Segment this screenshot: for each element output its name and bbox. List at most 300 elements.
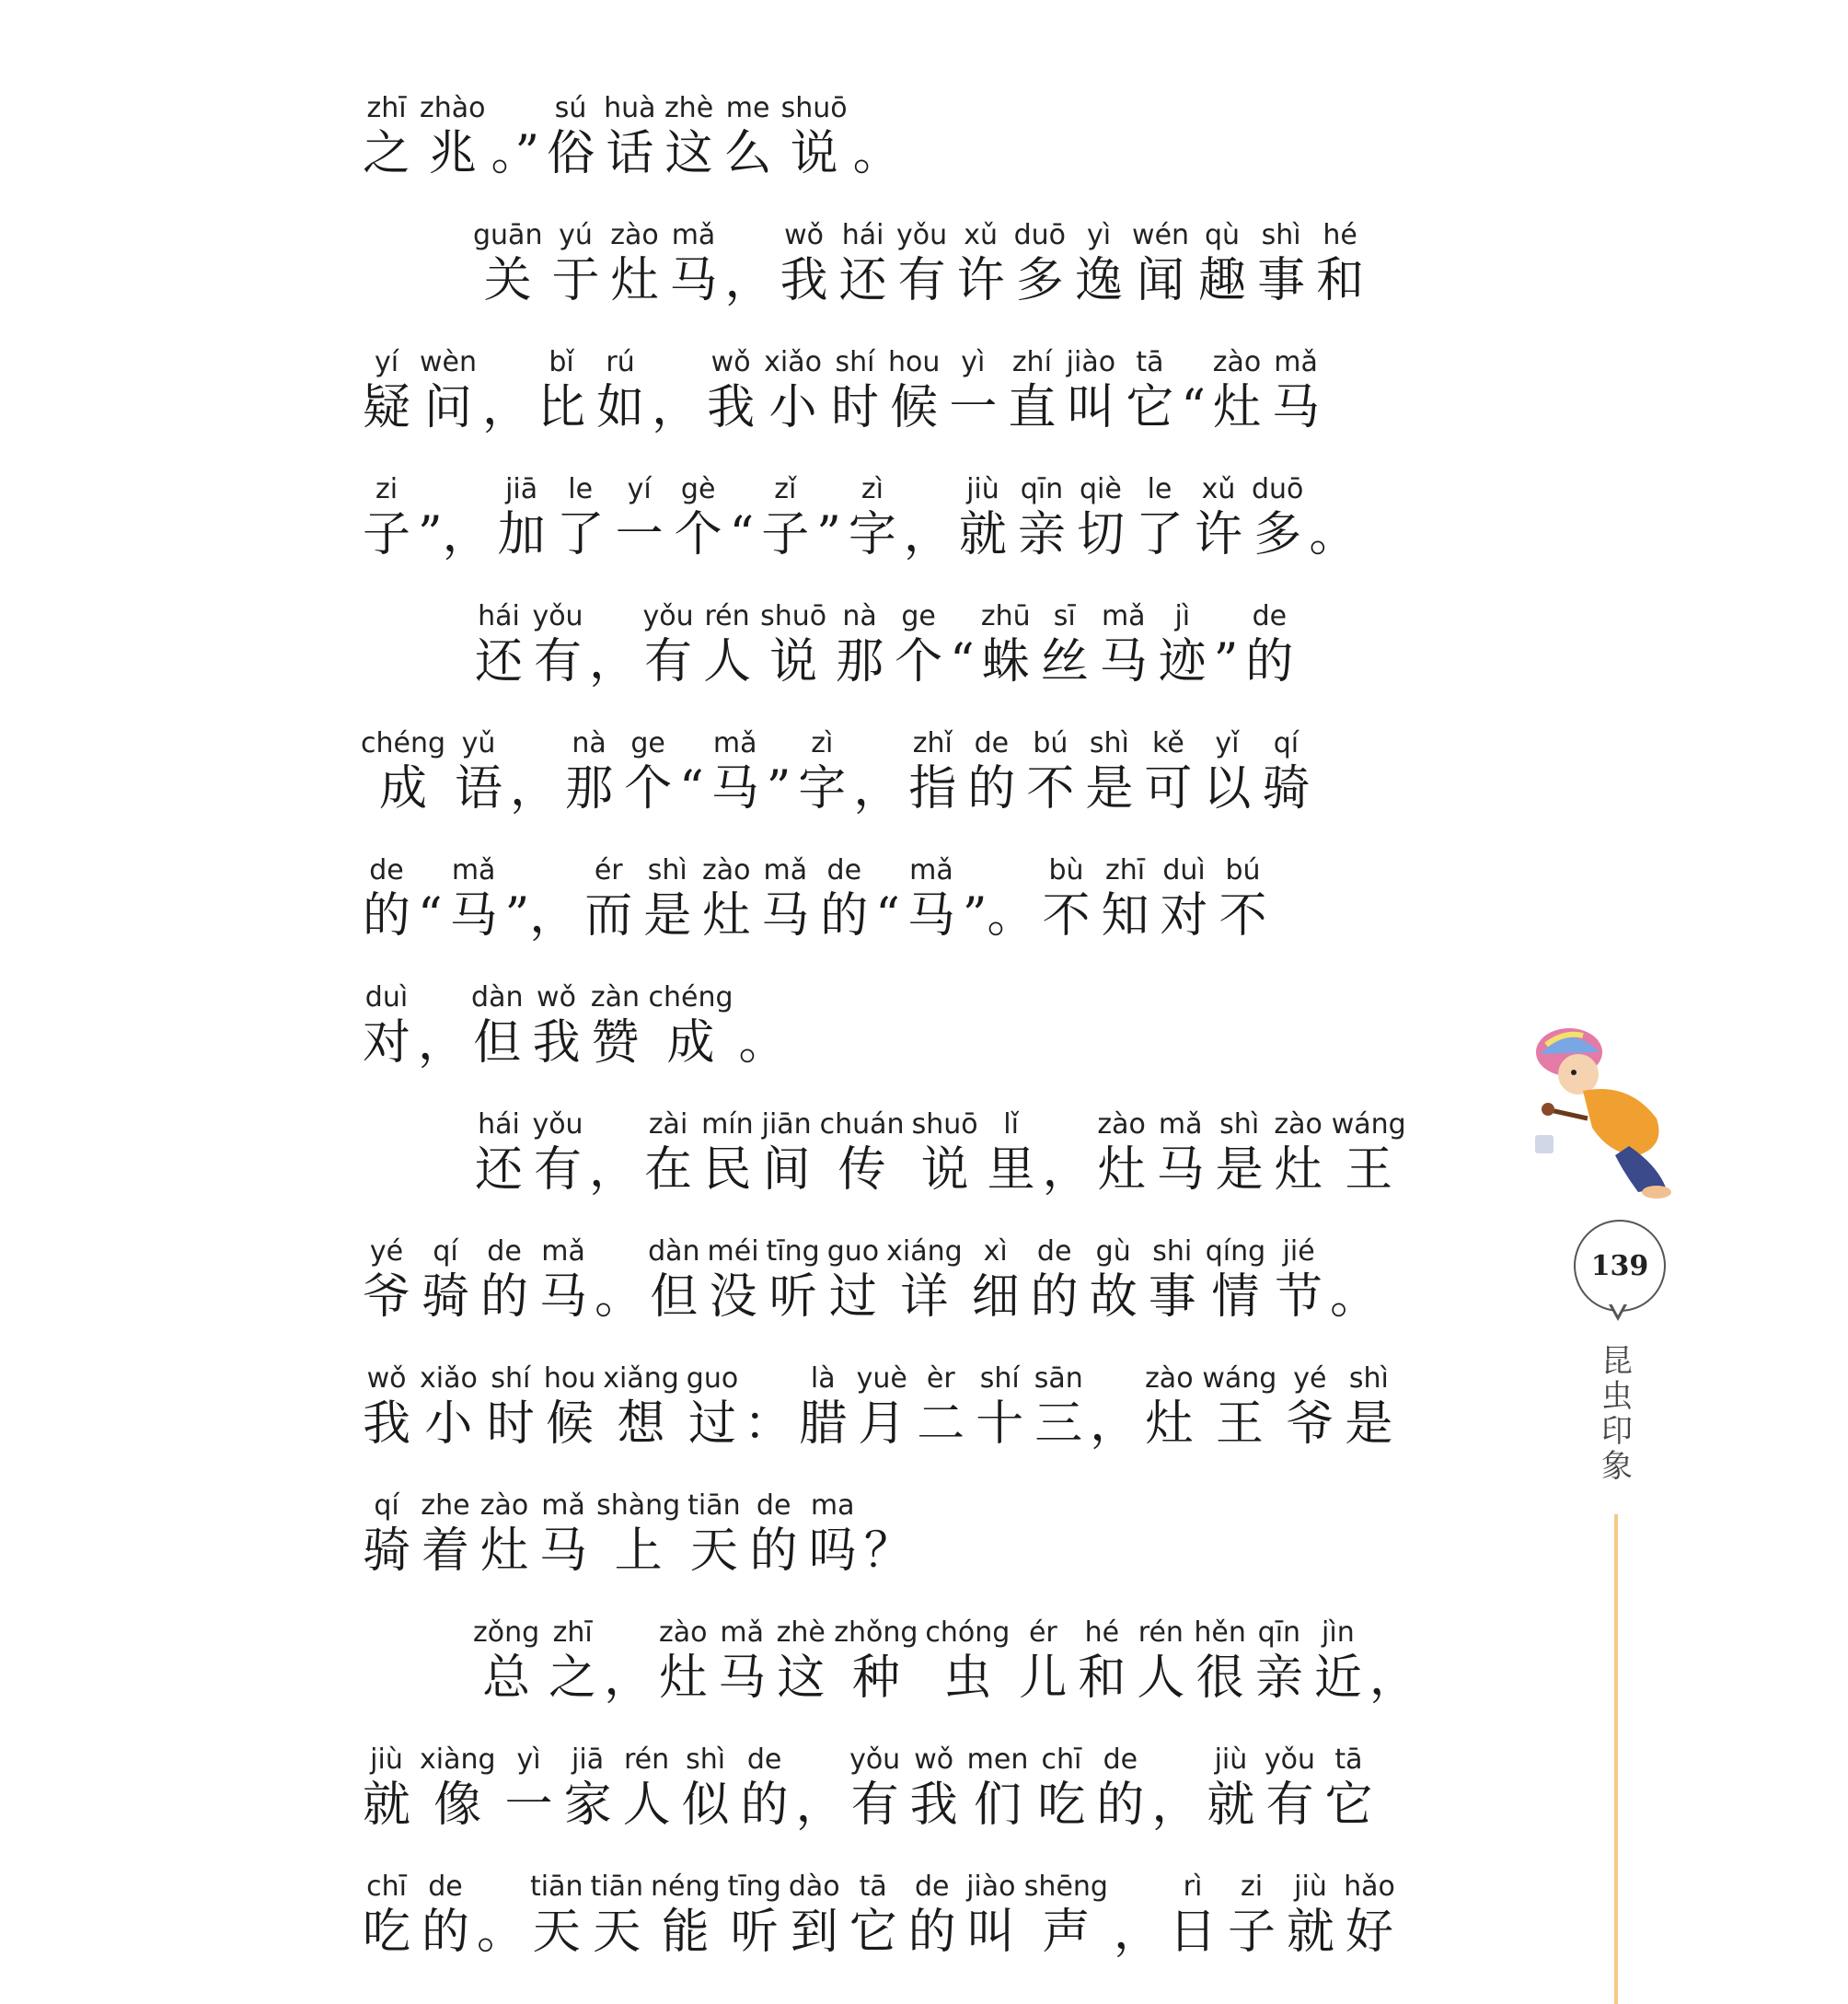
hanzi: 的 <box>363 888 411 944</box>
character-token <box>1281 1871 1340 1961</box>
character-token <box>1207 346 1266 436</box>
text-line-content <box>357 436 1544 563</box>
hanzi: 灶 <box>480 1523 529 1579</box>
character-token <box>357 346 416 436</box>
pinyin <box>1390 1616 1397 1650</box>
hanzi: 还 <box>475 1142 524 1198</box>
hanzi: 的 <box>907 1905 956 1960</box>
pinyin: zào <box>702 854 751 886</box>
hanzi: 。 <box>1309 507 1357 562</box>
pinyin: wáng <box>1331 1108 1406 1141</box>
hanzi: 子 <box>1228 1905 1276 1960</box>
pinyin <box>958 600 965 633</box>
hanzi: 天 <box>689 1523 738 1579</box>
pinyin <box>873 92 881 125</box>
pinyin: shi <box>1152 1235 1193 1268</box>
hanzi: 闻 <box>1137 253 1185 308</box>
character-token <box>500 1743 559 1834</box>
character-token <box>416 1743 500 1834</box>
hanzi: 天 <box>593 1905 641 1960</box>
character-token <box>492 473 551 563</box>
pinyin: zào <box>658 1616 708 1649</box>
text-line <box>357 1326 1544 1453</box>
character-token <box>834 219 893 309</box>
pinyin: xiáng <box>886 1235 963 1268</box>
character-token <box>757 1108 816 1199</box>
pinyin <box>497 1871 504 1904</box>
pinyin: kě <box>1152 727 1184 759</box>
character-token <box>1197 727 1256 817</box>
pinyin: zǐ <box>774 473 797 505</box>
hanzi: 像 <box>433 1778 482 1833</box>
punctuation-token <box>503 854 580 944</box>
character-token <box>1084 1235 1143 1326</box>
character-token <box>639 1108 698 1199</box>
pinyin: shì <box>647 854 687 886</box>
character-token <box>1138 727 1197 817</box>
punctuation-token <box>602 1616 653 1707</box>
hanzi: 兆 <box>428 126 477 181</box>
hanzi: 骑 <box>1262 761 1311 817</box>
character-token <box>698 600 757 690</box>
hanzi: 个 <box>624 761 673 817</box>
hanzi: ， <box>604 1651 653 1706</box>
character-token <box>824 1235 883 1326</box>
hanzi: 这 <box>664 126 713 181</box>
character-token <box>1021 727 1080 817</box>
hanzi: 详 <box>900 1269 949 1325</box>
character-token <box>953 473 1012 563</box>
pinyin: yì <box>516 1743 541 1776</box>
character-token <box>843 473 902 563</box>
pinyin: de <box>1036 1235 1072 1268</box>
pinyin: yì <box>1086 219 1112 251</box>
character-token <box>1061 346 1120 436</box>
character-token <box>1260 1743 1319 1834</box>
pinyin: jié <box>1282 1235 1315 1268</box>
pinyin: wǒ <box>914 1743 954 1776</box>
hanzi: 上 <box>614 1523 663 1579</box>
pinyin: zi <box>1240 1871 1264 1903</box>
punctuation-token <box>862 1489 914 1580</box>
character-token <box>660 92 719 182</box>
character-token <box>792 727 851 817</box>
character-token <box>543 1616 602 1707</box>
hanzi: ”。 <box>962 888 1035 944</box>
pinyin: chī <box>366 1871 407 1903</box>
pinyin <box>537 854 545 887</box>
hanzi: 听 <box>730 1905 779 1960</box>
hanzi: 说 <box>769 634 818 689</box>
text-line-content <box>357 1199 1544 1326</box>
page-number: 139 <box>1590 1249 1649 1282</box>
pinyin: chuán <box>819 1108 905 1141</box>
hanzi: 马 <box>718 1651 767 1706</box>
pinyin <box>1134 1871 1141 1904</box>
hanzi: 关 <box>483 253 532 308</box>
character-token <box>1309 1616 1368 1707</box>
character-token <box>704 1235 763 1326</box>
character-token <box>469 1616 543 1707</box>
hanzi: 和 <box>1078 1651 1126 1706</box>
text-line <box>357 55 1544 182</box>
pinyin <box>450 473 457 506</box>
character-token <box>976 600 1035 690</box>
punctuation-token <box>1149 1743 1201 1834</box>
hanzi: ， <box>1369 1651 1417 1706</box>
hanzi: 灶 <box>659 1651 708 1706</box>
pinyin: wǒ <box>710 346 751 378</box>
hanzi: 候 <box>546 1396 595 1452</box>
character-token <box>559 1743 618 1834</box>
hanzi: 对 <box>1160 888 1208 944</box>
character-token <box>449 727 508 817</box>
hanzi: 叫 <box>1067 380 1115 435</box>
character-token <box>814 854 873 944</box>
character-token <box>639 600 698 690</box>
hanzi: 马 <box>1099 634 1148 689</box>
pinyin: de <box>369 854 404 886</box>
pinyin: wǒ <box>537 981 576 1014</box>
pinyin: guo <box>826 1235 880 1268</box>
hanzi: 不 <box>1026 761 1075 817</box>
pinyin: zài <box>648 1108 688 1141</box>
text-line <box>357 1199 1544 1326</box>
character-token <box>1163 1871 1222 1961</box>
character-token <box>698 1108 757 1199</box>
pinyin: xiǎng <box>603 1362 679 1395</box>
pinyin: zhào <box>420 92 486 124</box>
hanzi: 还 <box>838 253 887 308</box>
hanzi: 传 <box>837 1142 886 1198</box>
hanzi: 可 <box>1144 761 1193 817</box>
character-token <box>1248 473 1307 563</box>
pinyin: guo <box>686 1362 739 1395</box>
side-divider <box>1614 1514 1618 2004</box>
pinyin: mǎ <box>909 854 953 886</box>
pinyin: hái <box>841 219 884 251</box>
pinyin: wèn <box>420 346 478 378</box>
text-line-content <box>469 182 1544 309</box>
character-token <box>745 1489 803 1580</box>
pinyin: de <box>746 1743 782 1776</box>
hanzi: 许 <box>956 253 1005 308</box>
hanzi: 多 <box>1253 507 1302 562</box>
character-token <box>763 1235 824 1326</box>
hanzi: 的 <box>967 761 1016 817</box>
character-token <box>540 1362 599 1453</box>
pinyin: hěn <box>1194 1616 1246 1649</box>
character-token <box>526 981 585 1072</box>
character-token <box>1193 219 1252 309</box>
hanzi: 个 <box>895 634 943 689</box>
hanzi: ， <box>482 380 531 435</box>
hanzi: 故 <box>1089 1269 1138 1325</box>
pinyin <box>502 346 510 379</box>
hanzi: 在 <box>644 1142 693 1198</box>
hanzi: 么 <box>723 126 772 181</box>
pinyin <box>1110 1362 1117 1396</box>
pinyin: jiā <box>505 473 538 505</box>
character-token <box>469 1108 528 1199</box>
hanzi: 能 <box>661 1905 710 1960</box>
hanzi: 丝 <box>1040 634 1089 689</box>
pinyin: yé <box>369 1235 404 1268</box>
pinyin <box>764 1362 771 1396</box>
pinyin: jiān <box>761 1108 812 1141</box>
punctuation-token <box>794 1743 846 1834</box>
character-token <box>970 1362 1029 1453</box>
character-token <box>1269 1235 1328 1326</box>
character-token <box>1266 346 1325 436</box>
hanzi: 十 <box>976 1396 1024 1452</box>
hanzi: 子 <box>761 507 810 562</box>
hanzi: 的 <box>422 1905 470 1960</box>
character-token <box>1096 854 1155 944</box>
character-token <box>889 600 948 690</box>
pinyin: shí <box>979 1362 1020 1395</box>
hanzi: 的 <box>1096 1778 1145 1833</box>
hanzi: ， <box>795 1778 844 1833</box>
character-token <box>1012 473 1071 563</box>
character-token <box>844 1871 903 1961</box>
character-token <box>357 854 416 944</box>
pinyin: de <box>974 727 1010 759</box>
pinyin: jiā <box>572 1743 605 1776</box>
character-token <box>883 1235 966 1326</box>
hanzi: 马 <box>539 1523 588 1579</box>
character-token <box>712 1616 771 1707</box>
hanzi: 到 <box>790 1905 838 1960</box>
pinyin: shí <box>491 1362 531 1395</box>
character-token <box>706 727 765 817</box>
hanzi: 的 <box>820 888 869 944</box>
character-token <box>826 346 884 436</box>
hanzi: 细 <box>971 1269 1020 1325</box>
punctuation-token <box>851 727 903 817</box>
character-token <box>357 1235 416 1326</box>
character-token <box>1198 1362 1280 1453</box>
hanzi: ， <box>589 1142 638 1198</box>
pinyin: de <box>1252 600 1288 632</box>
character-token <box>1143 1235 1202 1326</box>
pinyin: zào <box>1274 1108 1322 1141</box>
hanzi: 是 <box>643 888 692 944</box>
character-token <box>416 1235 475 1326</box>
character-token <box>1139 1362 1198 1453</box>
hanzi: 听 <box>768 1269 817 1325</box>
pinyin: sān <box>1034 1362 1083 1395</box>
hanzi: 。 <box>738 1015 787 1071</box>
hanzi: “ <box>875 888 900 944</box>
character-token <box>1091 1743 1149 1834</box>
hanzi: 直 <box>1008 380 1057 435</box>
pinyin: xiǎo <box>420 1362 478 1395</box>
text-line <box>357 1834 1544 1961</box>
hanzi: 马 <box>669 253 718 308</box>
pinyin: rì <box>1183 1871 1203 1903</box>
hanzi: ”， <box>504 888 578 944</box>
punctuation-token <box>416 473 492 563</box>
hanzi: 人 <box>1137 1651 1185 1706</box>
pinyin: jiù <box>370 1743 403 1776</box>
pinyin <box>438 981 445 1014</box>
hanzi: 马 <box>1156 1142 1205 1198</box>
character-token <box>1013 1616 1072 1707</box>
character-token <box>645 981 737 1072</box>
pinyin: rén <box>624 1743 670 1776</box>
text-line <box>357 309 1544 436</box>
pinyin: shì <box>1261 219 1301 251</box>
hanzi: 一 <box>949 380 998 435</box>
character-token <box>966 1235 1025 1326</box>
character-token <box>1131 1616 1190 1707</box>
character-token <box>760 346 826 436</box>
character-token <box>1035 600 1094 690</box>
character-token <box>599 1362 683 1453</box>
pinyin: rú <box>606 346 635 378</box>
character-token <box>560 727 618 817</box>
hanzi: 过 <box>687 1396 736 1452</box>
character-token <box>793 1362 852 1453</box>
character-token <box>724 1871 785 1961</box>
character-token <box>1130 473 1189 563</box>
pinyin: jì <box>1174 600 1191 632</box>
character-token <box>962 727 1021 817</box>
text-line-content <box>357 1834 1544 1961</box>
pinyin: tīng <box>727 1871 781 1903</box>
character-token <box>638 854 697 944</box>
punctuation-token <box>873 854 902 944</box>
hanzi: ： <box>744 1396 792 1452</box>
text-line <box>357 944 1544 1072</box>
pinyin <box>512 92 519 125</box>
hanzi: 逸 <box>1075 253 1124 308</box>
character-token <box>785 1871 844 1961</box>
pinyin: jiù <box>1214 1743 1248 1776</box>
character-token <box>1069 219 1128 309</box>
hanzi: 说 <box>790 126 838 181</box>
pinyin: dàn <box>648 1235 700 1268</box>
hanzi: “ <box>729 507 755 562</box>
pinyin: huà <box>604 92 656 124</box>
character-token <box>605 219 664 309</box>
hanzi: 我 <box>707 380 756 435</box>
character-token <box>528 1108 587 1199</box>
pinyin: le <box>568 473 594 505</box>
hanzi: 有 <box>1265 1778 1314 1833</box>
pinyin: gù <box>1095 1235 1131 1268</box>
character-token <box>1092 1108 1151 1199</box>
hanzi: 语 <box>455 761 503 817</box>
pinyin <box>924 473 931 506</box>
punctuation-token <box>508 727 560 817</box>
pinyin: qíng <box>1205 1235 1266 1268</box>
pinyin: mǎ <box>541 1489 585 1522</box>
character-token <box>1021 1871 1112 1961</box>
pinyin: qiè <box>1080 473 1122 505</box>
hanzi: 的 <box>1030 1269 1079 1325</box>
hanzi: 有 <box>850 1778 899 1833</box>
pinyin <box>1222 600 1230 633</box>
character-token <box>528 600 587 690</box>
text-line <box>357 1580 1544 1707</box>
character-token <box>893 219 952 309</box>
hanzi: 灶 <box>1145 1396 1194 1452</box>
pinyin: tiān <box>590 1871 644 1903</box>
pinyin: qù <box>1205 219 1241 251</box>
character-token <box>1252 219 1311 309</box>
hanzi: “ <box>679 761 704 817</box>
pinyin: jiù <box>966 473 999 505</box>
hanzi: ， <box>1113 1905 1161 1960</box>
hanzi: 骑 <box>363 1523 411 1579</box>
hanzi: 不 <box>1042 888 1091 944</box>
hanzi: 一 <box>615 507 664 562</box>
character-token <box>943 346 1002 436</box>
character-token <box>532 346 591 436</box>
text-line-content <box>469 1072 1544 1199</box>
pinyin: nà <box>842 600 877 632</box>
pinyin: ge <box>630 727 665 759</box>
hanzi: 有 <box>644 634 693 689</box>
hanzi: 之 <box>363 126 411 181</box>
hanzi: 。 <box>852 126 901 181</box>
pinyin: mǎ <box>451 854 496 886</box>
character-token <box>357 981 416 1072</box>
punctuation-token <box>587 1108 639 1199</box>
hanzi: 吃 <box>363 1905 411 1960</box>
pinyin <box>609 600 617 633</box>
hanzi: ， <box>589 634 638 689</box>
page-number-badge <box>1574 1220 1666 1312</box>
pinyin: zǒng <box>473 1616 540 1649</box>
character-token <box>416 92 490 182</box>
hanzi: 人 <box>622 1778 671 1833</box>
pinyin: shì <box>1348 1362 1389 1395</box>
pinyin: shuō <box>760 600 827 632</box>
character-token <box>701 346 760 436</box>
pinyin <box>884 854 892 887</box>
character-token <box>1094 600 1153 690</box>
hanzi: 声 <box>1042 1905 1091 1960</box>
character-token <box>475 1235 534 1326</box>
hanzi: 有 <box>534 634 583 689</box>
pinyin: zàn <box>590 981 641 1014</box>
punctuation-token <box>902 473 953 563</box>
hanzi: 骑 <box>422 1269 470 1325</box>
hanzi: 俗 <box>547 126 595 181</box>
pinyin <box>426 854 433 887</box>
character-token <box>1025 1235 1084 1326</box>
pinyin: shàng <box>596 1489 681 1522</box>
hanzi: 吃 <box>1037 1778 1086 1833</box>
pinyin: hou <box>543 1362 596 1395</box>
character-token <box>1120 346 1179 436</box>
hanzi: 是 <box>1345 1396 1393 1452</box>
pinyin: gè <box>680 473 716 505</box>
punctuation-token <box>728 473 757 563</box>
character-token <box>546 219 605 309</box>
character-token <box>1328 1108 1410 1199</box>
character-token <box>469 600 528 690</box>
character-token <box>1256 727 1315 817</box>
hanzi: 。 <box>595 1269 643 1325</box>
pinyin <box>1350 1235 1357 1268</box>
hanzi: 马 <box>449 888 498 944</box>
hanzi: 的 <box>480 1269 529 1325</box>
pinyin: chóng <box>925 1616 1011 1649</box>
